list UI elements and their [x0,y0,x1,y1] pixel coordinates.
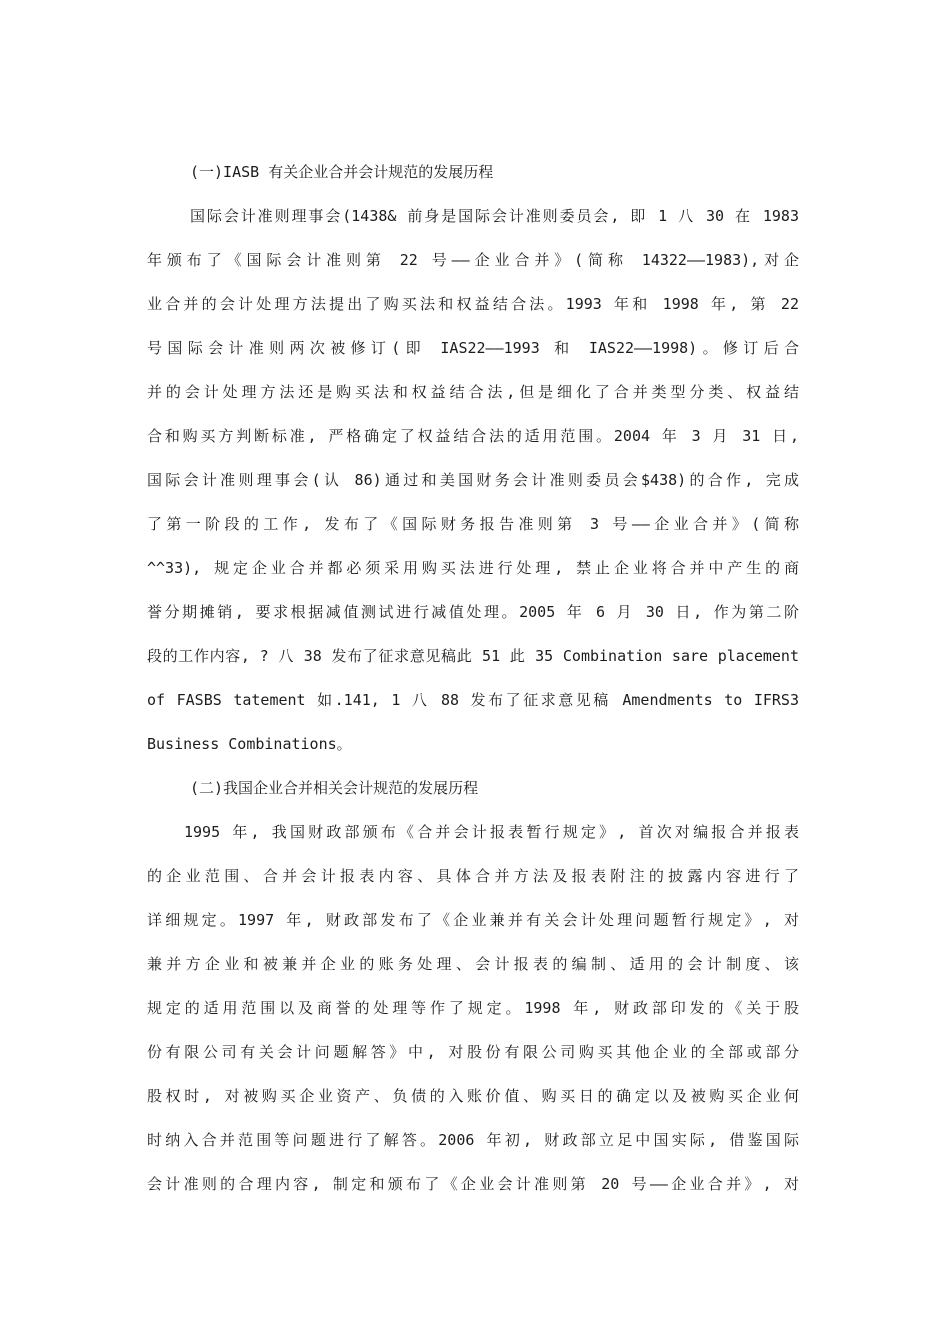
section1-line-12: of FASBS tatement 如.141, 1 八 88 发布了征求意见稿 Amendments to IFRS3 [147,691,799,709]
section2-heading: (二)我国企业合并相关会计规范的发展历程 [190,779,479,797]
section1-heading: (一)IASB 有关企业合并会计规范的发展历程 [190,163,494,181]
section1-line-7: 国际会计准则理事会(认 86)通过和美国财务会计准则委员会$438)的合作, 完成 [147,471,799,489]
section1-line-13: Business Combinations。 [147,735,352,753]
section2-line-1: 1995 年, 我国财政部颁布《合并会计报表暂行规定》, 首次对编报合并报表 [184,823,799,841]
section1-line-1: 国际会计准则理事会(1438& 前身是国际会计准则委员会, 即 1 八 30 在 1983 [190,207,799,225]
section1-line-5: 并的会计处理方法还是购买法和权益结合法,但是细化了合并类型分类、权益结 [147,383,799,401]
section2-line-4: 兼并方企业和被兼并企业的账务处理、会计报表的编制、适用的会计制度、该 [147,955,799,973]
section2-line-9: 会计准则的合理内容, 制定和颁布了《企业会计准则第 20 号——企业合并》, 对 [147,1175,799,1193]
section1-line-11: 段的工作内容, ? 八 38 发布了征求意见稿此 51 此 35 Combination sare placement [147,647,799,665]
section2-line-6: 份有限公司有关会计问题解答》中, 对股份有限公司购买其他企业的全部或部分 [147,1043,799,1061]
section1-line-2: 年颁布了《国际会计准则第 22 号——企业合并》(简称 14322——1983),对企 [147,251,799,269]
section2-line-3: 详细规定。1997 年, 财政部发布了《企业兼并有关会计处理问题暂行规定》, 对 [147,911,799,929]
section2-line-2: 的企业范围、合并会计报表内容、具体合并方法及报表附注的披露内容进行了 [147,867,799,885]
section2-line-5: 规定的适用范围以及商誉的处理等作了规定。1998 年, 财政部印发的《关于股 [147,999,799,1017]
section1-line-6: 合和购买方判断标准, 严格确定了权益结合法的适用范围。2004 年 3 月 31 日, [147,427,799,445]
section1-line-4: 号国际会计准则两次被修订(即 IAS22——1993 和 IAS22——1998)。修订后合 [147,339,799,357]
section1-line-8: 了第一阶段的工作, 发布了《国际财务报告准则第 3 号——企业合并》(简称 [147,515,799,533]
section1-line-10: 誉分期摊销, 要求根据减值测试进行减值处理。2005 年 6 月 30 日, 作为第二阶 [147,603,799,621]
section2-line-8: 时纳入合并范围等问题进行了解答。2006 年初, 财政部立足中国实际, 借鉴国际 [147,1131,799,1149]
section1-line-3: 业合并的会计处理方法提出了购买法和权益结合法。1993 年和 1998 年, 第 22 [147,295,799,313]
section1-line-9: ^^33), 规定企业合并都必须采用购买法进行处理, 禁止企业将合并中产生的商 [147,559,799,577]
section2-line-7: 股权时, 对被购买企业资产、负债的入账价值、购买日的确定以及被购买企业何 [147,1087,799,1105]
